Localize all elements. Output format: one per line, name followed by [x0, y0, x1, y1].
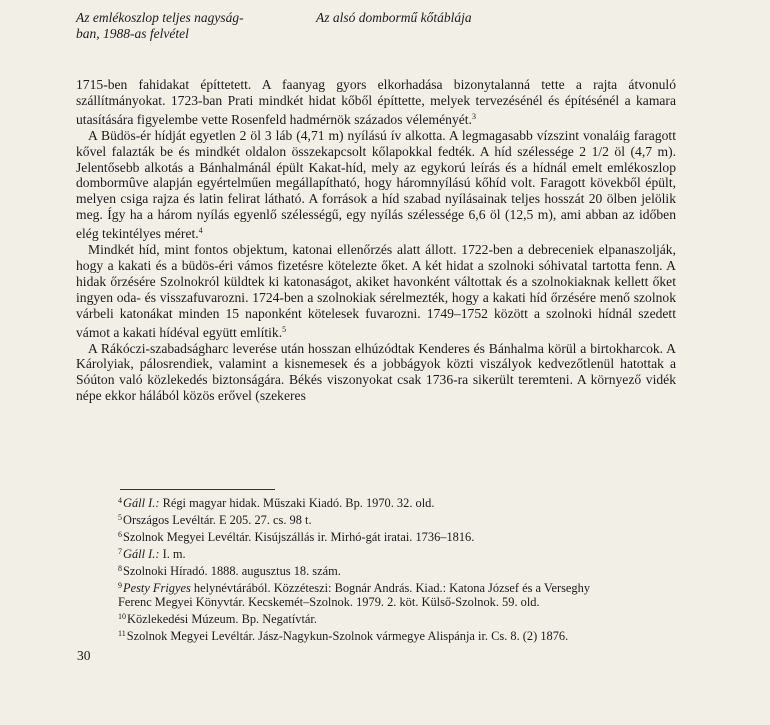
footnote-divider	[120, 489, 275, 490]
footnote-text: Szolnoki Híradó. 1888. augusztus 18. szám.	[123, 563, 341, 578]
figure-caption-left: Az emlékoszlop teljes nagyság- ban, 1988-as felvétel	[76, 10, 244, 41]
footnote-author: Gáll I.:	[123, 546, 160, 561]
footnote	[118, 579, 698, 596]
footnote-continuation	[118, 595, 698, 610]
footnote-text: Szolnok Megyei Levéltár. Kisújszállás ir. Mirhó-gát iratai. 1736–1816.	[123, 529, 475, 544]
footnote-number: 10	[118, 612, 126, 622]
footnote-number: 4	[118, 496, 122, 505]
footnote-ref-5: 5	[282, 324, 287, 334]
footnote	[118, 545, 698, 562]
footnote-text: Ferenc Megyei Könyvtár. Kecskemét–Szolnok. 1979. 2. köt. Külső-Szolnok. 59. old.	[118, 595, 540, 610]
footnote	[118, 610, 698, 627]
footnote-text: Közlekedési Múzeum. Bp. Negatívtár.	[127, 612, 317, 627]
paragraph-3-text: Mindkét híd, mint fontos objektum, katonai ellenőrzés alatt állott. 1722-ben a debreceniek elpanaszolják, hogy a kakati és a büdös-éri vámos fizetésre kötelezte őket. A két hidat a szolnoki sóhivatal tartotta fenn. A hidak őrzésére Szolnokról küldtek ki katonaságot, akiket havonként váltottak és a szolnokiaknak kellett őket ingyen oda- és visszafuvarozni. 1724-ben a szolnokiak sérelmezték, hogy a kakati híd őrzésére menő szolnok várbeli katonákat minden 15 naponként kötelesek fuvarozni. 1749–1752 között a szolnoki hídnál szedett vámot a kakati hídéval együtt említik.	[76, 242, 676, 340]
footnote-number: 11	[118, 629, 126, 639]
footnotes	[118, 494, 698, 644]
footnote-ref-3: 3	[471, 111, 476, 121]
footnote-number: 9	[118, 580, 122, 590]
footnote-text: Régi magyar hidak. Műszaki Kiadó. Bp. 1970. 32. old.	[159, 496, 435, 510]
footnote	[118, 511, 698, 528]
paragraph-2-text: A Büdös-ér hídját egyetlen 2 öl 3 láb (4,71 m) nyílású ív alkotta. A legmagasabb vízszint vonaláig faragott kővel falazták be és mindkét oldalon összekapcsolt kőlapokkal fedték. A híd szélessége 2 1/2 öl (4,7 m). Jelentősebb alkotás a Bánhalmánál épült Kakat-híd, mely az egykorú leírás és a hídnál emelt emlékoszlop dombormûve alapján egyértelműen megállapítható, hogy háromnyílású kőhíd volt. Faragott kövekből épült, melyen csiga rajza és latin felirat látható. A források a híd szabad nyílásainak teljes hosszát 20 ölben jelölik meg. Így ha a három nyílás egyenlő szélességű, egy nyílás szélessége 6,6 öl (12,5 m), ami abban az időben elég tekintélyes méret.	[76, 127, 676, 242]
footnote	[118, 528, 698, 545]
page-number: 30	[77, 648, 91, 663]
footnote-text: Országos Levéltár. E 205. 27. cs. 98 t.	[123, 512, 312, 527]
footnote-number: 8	[118, 563, 122, 573]
paragraph-4-text: A Rákóczi-szabadságharc leverése után hosszan elhúzódtak Kenderes és Bánhalma körül a birtokharcok. A Károlyiak, pálosrendiek, valamint a kisnemesek és a jobbágyok közti viszályok kedvezőtlenül hatottak a Sóúton való közlekedés biztonságára. Békés viszonyokat csak 1736-ra sikerült teremteni. A környező vidék népe ekkor hálából közös erővel (szekeres	[76, 340, 676, 404]
paragraph-1-text: 1715-ben fahidakat építtetett. A faanyag gyors elkorhadása bizonytalanná tette a rajta átvonuló szállítmányokat. 1723-ban Prati mindkét hidat kőből építtette, melyek tervezésénél és építésénél a kamara utasítására figyelembe vette Rosenfeld hadmérnök százados véleményét.	[76, 77, 676, 127]
body-text	[76, 77, 676, 404]
paragraph-4	[76, 341, 676, 405]
footnote-text: Szolnok Megyei Levéltár. Jász-Nagykun-Szolnok vármegye Alispánja ir. Cs. 8. (2) 1876.	[126, 629, 569, 644]
footnote-number: 6	[118, 529, 122, 539]
footnote-text: helynévtárából. Közzéteszi: Bognár András. Kiad.: Katona József és a Verseghy	[190, 580, 591, 595]
paragraph-1	[76, 77, 676, 128]
footnote	[118, 562, 698, 579]
footnote-ref-4: 4	[198, 226, 203, 236]
footnote-number: 7	[118, 546, 122, 556]
figure-caption-right: Az alsó dombormű kőtáblája	[316, 10, 472, 25]
paragraph-2	[76, 128, 676, 242]
footnote	[118, 627, 698, 644]
footnote-text: I. m.	[159, 546, 186, 561]
paragraph-3	[76, 242, 676, 340]
footnote-author: Gáll I.:	[123, 496, 160, 510]
footnote-number: 5	[118, 512, 122, 522]
footnote	[118, 494, 698, 511]
footnote-author: Pesty Frigyes	[123, 580, 191, 595]
